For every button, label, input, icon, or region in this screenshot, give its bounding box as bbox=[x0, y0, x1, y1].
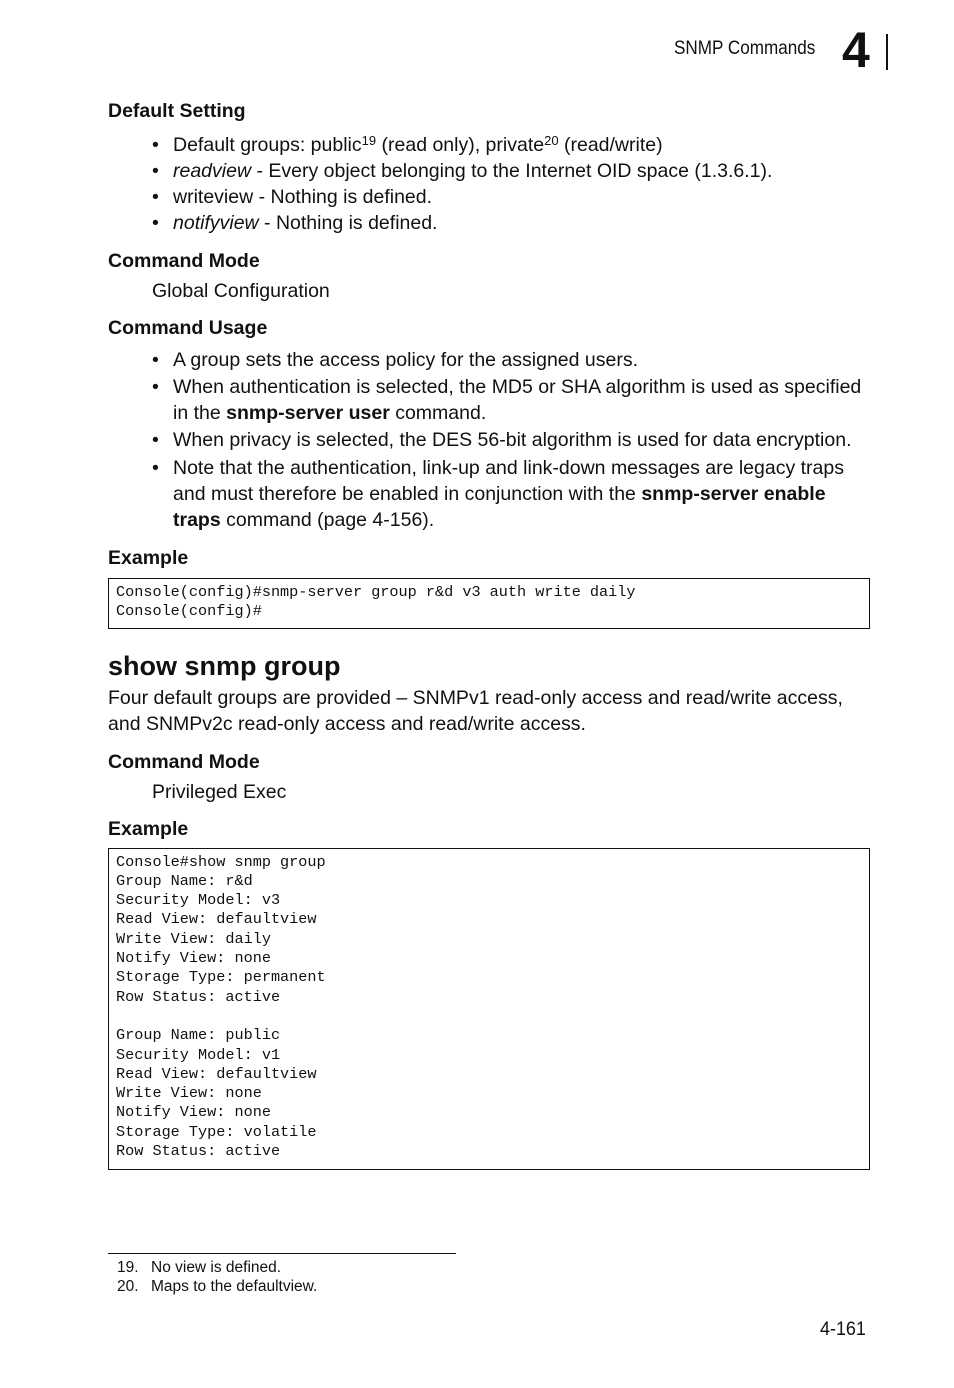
command-mode-value: Privileged Exec bbox=[152, 780, 287, 803]
command-usage-heading: Command Usage bbox=[108, 317, 268, 339]
command-mode-heading: Command Mode bbox=[108, 750, 260, 773]
list-item: • Note that the authentication, link-up and link-down messages are legacy traps and must therefore be enabled in conjunction with the snmp-server enable traps command (page 4-156). bbox=[152, 457, 844, 531]
command-mode-heading: Command Mode bbox=[108, 250, 260, 272]
chapter-number: 4 bbox=[842, 22, 870, 78]
section-description: Four default groups are provided – SNMPv1 read-only access and read/write access, and SNMPv2c read-only access and read/write access. bbox=[108, 686, 843, 735]
list-item: • When authentication is selected, the MD5 or SHA algorithm is used as specified in the snmp-server user command. bbox=[152, 376, 862, 424]
page-content bbox=[108, 100, 870, 1170]
list-item: • When privacy is selected, the DES 56-bit algorithm is used for data encryption. bbox=[152, 429, 852, 451]
footnotes bbox=[117, 1258, 317, 1296]
list-item: • A group sets the access policy for the assigned users. bbox=[152, 349, 639, 371]
chapter-rule bbox=[886, 34, 888, 70]
page-number: 4-161 bbox=[820, 1318, 866, 1340]
default-setting-heading: Default Setting bbox=[108, 100, 246, 122]
code-example: Console#show snmp group Group Name: r&d Security Model: v3 Read View: defaultview Write View: daily Notify View: none Storage Type: permanent Row Status: active Group Name: public Security Model: v1 Read View: defaultview Write View: none Notify View: none Storage Type: volatile Row Status: active bbox=[108, 848, 870, 1171]
footnote-ref[interactable]: 20 bbox=[544, 133, 559, 148]
code-example: Console(config)#snmp-server group r&d v3 auth write daily Console(config)# bbox=[108, 578, 870, 629]
running-header-title: SNMP Commands bbox=[674, 38, 816, 59]
term-readview: readview bbox=[173, 160, 252, 182]
term-notifyview: notifyview bbox=[173, 212, 259, 234]
list-item: • writeview - Nothing is defined. bbox=[152, 186, 433, 208]
list-item: • Default groups: public$^{19}$ (read only), private$^{20}$ (read/write) bbox=[152, 133, 663, 156]
list-item: • readview - Every object belonging to the Internet OID space (1.3.6.1). bbox=[152, 160, 773, 182]
command-ref: snmp-server enable traps bbox=[173, 483, 826, 531]
command-usage-list bbox=[108, 347, 870, 533]
example-heading: Example bbox=[108, 817, 189, 840]
footnote-divider bbox=[108, 1253, 456, 1254]
command-ref: snmp-server user bbox=[226, 402, 390, 424]
footnote: 19. No view is defined. bbox=[117, 1259, 282, 1276]
section-title: show snmp group bbox=[108, 650, 341, 681]
list-item: • notifyview - Nothing is defined. bbox=[152, 212, 438, 234]
footnote-ref[interactable]: 19 bbox=[361, 133, 377, 148]
footnote: 20. Maps to the defaultview. bbox=[117, 1278, 318, 1295]
example-heading: Example bbox=[108, 547, 189, 569]
default-setting-list bbox=[108, 132, 870, 236]
command-mode-value: Global Configuration bbox=[152, 280, 330, 302]
